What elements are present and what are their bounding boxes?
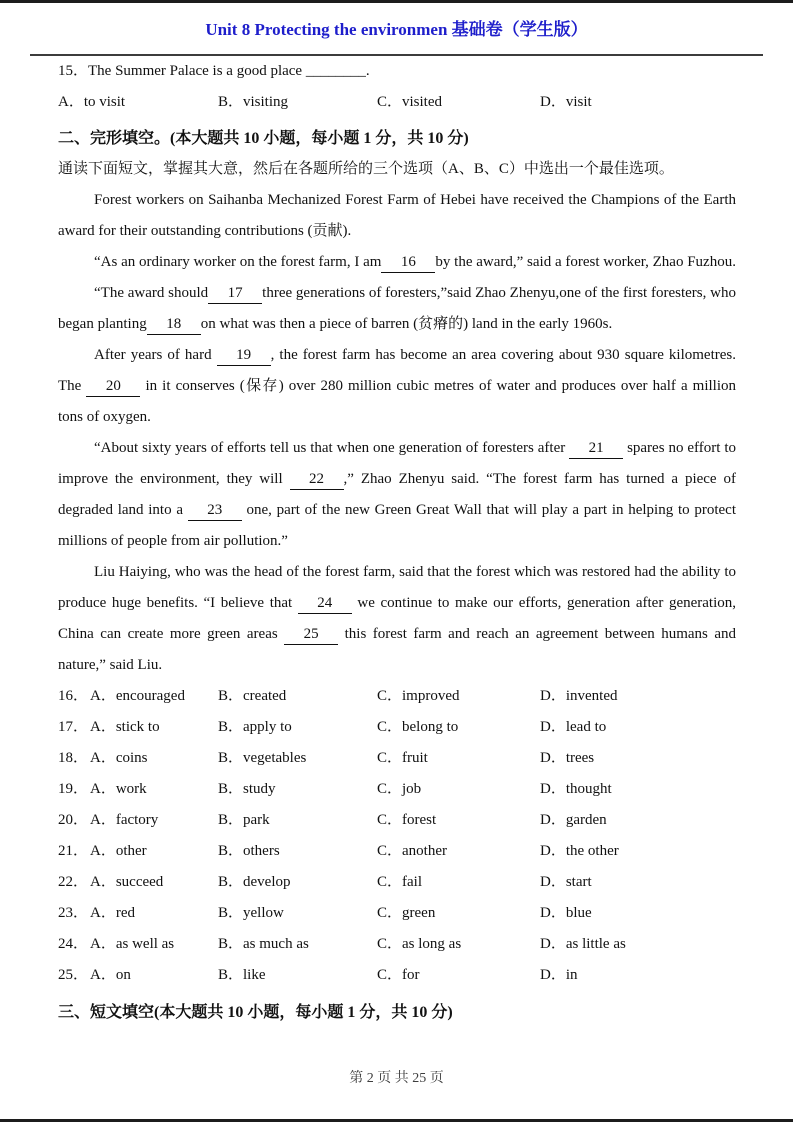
q16-option-C: C．improved: [377, 688, 460, 704]
question-number: 20．: [58, 812, 89, 828]
q23-option-A: A．red: [90, 905, 135, 921]
q24-option-C: C．as long as: [377, 936, 462, 952]
q23-option-D: D．blue: [540, 905, 592, 921]
q19-option-B: B．study: [218, 781, 276, 797]
page-title: Unit 8 Protecting the environmen 基础卷（学生版）: [205, 20, 588, 39]
q23-option-B: B．yellow: [218, 905, 284, 921]
q16-option-A: A．encouraged: [90, 688, 185, 704]
question-row-21: [58, 836, 736, 867]
q25-option-B: B．like: [218, 967, 266, 983]
cloze-blank-25: 25: [284, 624, 338, 645]
cloze-blank-18: 18: [147, 314, 201, 335]
q25-option-D: D．in: [540, 967, 578, 983]
passage-paragraph-1: Forest workers on Saihanba Mechanized Forest Farm of Hebei have received the Champions of the Earth award for their outstanding contributions (贡献).: [58, 192, 736, 239]
page-number-footer: 第 2 页 共 25 页: [349, 1071, 444, 1086]
cloze-question-list: [58, 681, 736, 991]
q16-option-B: B．created: [218, 688, 287, 704]
question-row-25: [58, 960, 736, 991]
question-number: 16．: [58, 688, 89, 704]
passage-paragraph-2: “As an ordinary worker on the forest farm, I am 16 by the award,” said a forest worker, Zhao Fuzhou.: [58, 247, 736, 278]
q15-option-D: D．visit: [540, 94, 592, 110]
q17-option-B: B．apply to: [218, 719, 292, 735]
q17-option-C: C．belong to: [377, 719, 459, 735]
q21-option-C: C．another: [377, 843, 447, 859]
q22-option-D: D．start: [540, 874, 592, 890]
q24-option-B: B．as much as: [218, 936, 309, 952]
q21-option-B: B．others: [218, 843, 280, 859]
q17-option-A: A．stick to: [90, 719, 160, 735]
q22-option-A: A．succeed: [90, 874, 164, 890]
q19-option-A: A．work: [90, 781, 147, 797]
q25-option-C: C．for: [377, 967, 420, 983]
question-row-24: [58, 929, 736, 960]
q15-option-C: C．visited: [377, 94, 443, 110]
question-number: 25．: [58, 967, 89, 983]
scan-edge-top: [0, 0, 793, 3]
q22-option-B: B．develop: [218, 874, 291, 890]
q22-option-C: C．fail: [377, 874, 422, 890]
q18-option-B: B．vegetables: [218, 750, 307, 766]
q19-option-C: C．job: [377, 781, 422, 797]
q17-option-D: D．lead to: [540, 719, 607, 735]
q16-option-D: D．invented: [540, 688, 618, 704]
cloze-blank-16: 16: [381, 252, 435, 273]
cloze-passage: [58, 185, 736, 681]
section-2-instruction: 通读下面短文，掌握其大意，然后在各题所给的三个选项（A、B、C）中选出一个最佳选项。: [58, 161, 674, 177]
question-15-text: 15．The Summer Palace is a good place ________.: [58, 63, 370, 79]
q23-option-C: C．green: [377, 905, 436, 921]
q21-option-A: A．other: [90, 843, 147, 859]
passage-paragraph-3: “The award should 17 three generations of foresters,”said Zhao Zhenyu,one of the first foresters, who began planting 18 on what was then a piece of barren (贫瘠的) land in the early 1960s.: [58, 278, 736, 340]
cloze-blank-19: 19: [217, 345, 271, 366]
q20-option-C: C．forest: [377, 812, 437, 828]
question-row-22: [58, 867, 736, 898]
section-2-heading: 二、完形填空。(本大题共 10 小题，每小题 1 分，共 10 分): [58, 130, 469, 147]
page-content: [0, 56, 793, 1028]
q24-option-A: A．as well as: [90, 936, 175, 952]
question-row-16: [58, 681, 736, 712]
cloze-blank-21: 21: [569, 438, 623, 459]
question-number: 18．: [58, 750, 89, 766]
question-row-19: [58, 774, 736, 805]
question-row-18: [58, 743, 736, 774]
question-number: 17．: [58, 719, 89, 735]
q18-option-A: A．coins: [90, 750, 148, 766]
q18-option-D: D．trees: [540, 750, 595, 766]
passage-paragraph-6: Liu Haiying, who was the head of the forest farm, said that the forest which was restored had the ability to produce huge benefits. “I believe that 24 we continue to make our efforts, generation after generation, China can create more green areas 25 this forest farm and reach an agreement between humans and nature,” said Liu.: [58, 564, 736, 673]
q15-option-A: A．to visit: [58, 94, 126, 110]
cloze-blank-23: 23: [188, 500, 242, 521]
question-number: 22．: [58, 874, 89, 890]
question-number: 23．: [58, 905, 89, 921]
q20-option-A: A．factory: [90, 812, 159, 828]
question-row-23: [58, 898, 736, 929]
q24-option-D: D．as little as: [540, 936, 626, 952]
q19-option-D: D．thought: [540, 781, 612, 797]
question-row-17: [58, 712, 736, 743]
question-number: 21．: [58, 843, 89, 859]
q21-option-D: D．the other: [540, 843, 619, 859]
q25-option-A: A．on: [90, 967, 131, 983]
cloze-blank-24: 24: [298, 593, 352, 614]
cloze-blank-17: 17: [208, 283, 262, 304]
passage-paragraph-4: After years of hard 19 , the forest farm has become an area covering about 930 square kilometres. The 20 in it conserves (保存) over 280 million cubic metres of water and produces over half a million tons of oxygen.: [58, 347, 737, 425]
question-number: 24．: [58, 936, 89, 952]
question-15-options: [58, 87, 736, 118]
q20-option-D: D．garden: [540, 812, 607, 828]
q20-option-B: B．park: [218, 812, 270, 828]
q18-option-C: C．fruit: [377, 750, 428, 766]
cloze-blank-20: 20: [86, 376, 140, 397]
q15-option-B: B．visiting: [218, 94, 289, 110]
section-3-heading: 三、短文填空(本大题共 10 小题，每小题 1 分，共 10 分): [58, 1004, 453, 1021]
question-row-20: [58, 805, 736, 836]
passage-paragraph-5: “About sixty years of efforts tell us that when one generation of foresters after 21 spares no effort to improve the environment, they will 22 ,” Zhao Zhenyu said. “The forest farm has turned a piece of degraded land into a 23 one, part of the new Green Great Wall that will play a part in helping to protect millions of people from air pollution.”: [58, 440, 736, 549]
cloze-blank-22: 22: [290, 469, 344, 490]
question-number: 19．: [58, 781, 89, 797]
